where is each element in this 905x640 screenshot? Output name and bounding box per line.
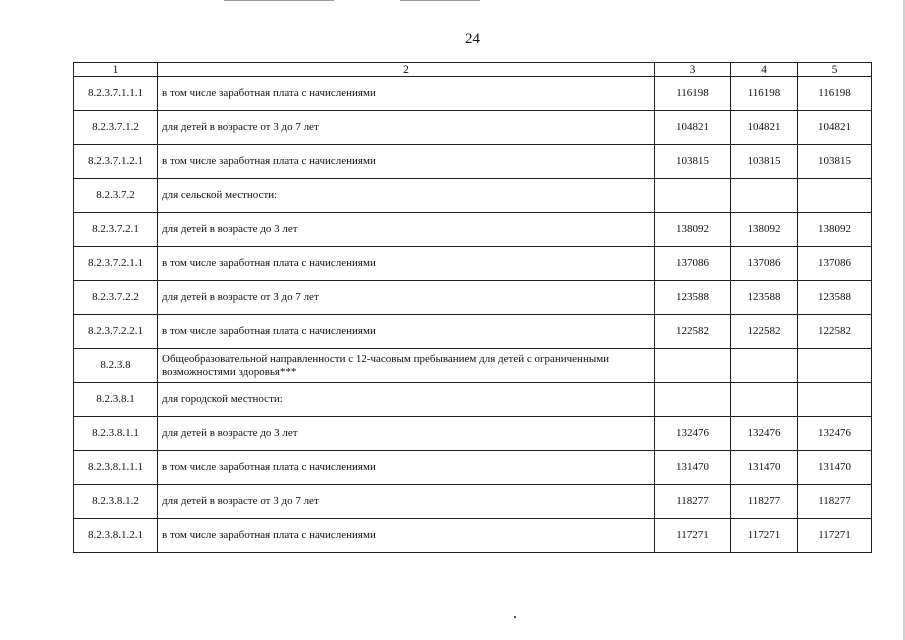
row-name: для детей в возрасте от 3 до 7 лет <box>158 485 655 519</box>
row-value-col5: 117271 <box>798 519 872 553</box>
row-value-col3 <box>655 179 731 213</box>
row-value-col5: 131470 <box>798 451 872 485</box>
scan-edge-line <box>400 0 480 1</box>
scan-speck <box>514 616 516 618</box>
row-code: 8.2.3.7.1.1.1 <box>74 77 158 111</box>
row-code: 8.2.3.7.2.1.1 <box>74 247 158 281</box>
row-value-col5: 137086 <box>798 247 872 281</box>
row-name: для детей в возрасте до 3 лет <box>158 417 655 451</box>
page-number: 24 <box>465 31 480 47</box>
row-value-col4: 138092 <box>731 213 798 247</box>
row-value-col3: 131470 <box>655 451 731 485</box>
row-code: 8.2.3.8 <box>74 349 158 383</box>
table-row <box>74 145 872 179</box>
table-row <box>74 451 872 485</box>
row-code: 8.2.3.7.2 <box>74 179 158 213</box>
table-header-row <box>74 63 872 77</box>
table-row <box>74 417 872 451</box>
row-code: 8.2.3.8.1.2 <box>74 485 158 519</box>
row-name: в том числе заработная плата с начислениями <box>158 451 655 485</box>
budget-table <box>73 62 872 553</box>
table-row <box>74 213 872 247</box>
row-value-col5: 123588 <box>798 281 872 315</box>
row-value-col4: 116198 <box>731 77 798 111</box>
table-row <box>74 281 872 315</box>
row-code: 8.2.3.7.2.1 <box>74 213 158 247</box>
column-header: 4 <box>731 63 798 77</box>
row-code: 8.2.3.7.2.2.1 <box>74 315 158 349</box>
row-value-col5 <box>798 383 872 417</box>
row-name: для детей в возрасте от 3 до 7 лет <box>158 111 655 145</box>
table-row <box>74 349 872 383</box>
column-header: 5 <box>798 63 872 77</box>
row-code: 8.2.3.8.1 <box>74 383 158 417</box>
row-value-col3: 138092 <box>655 213 731 247</box>
row-value-col4: 117271 <box>731 519 798 553</box>
row-code: 8.2.3.7.1.2.1 <box>74 145 158 179</box>
table-row <box>74 77 872 111</box>
row-code: 8.2.3.7.2.2 <box>74 281 158 315</box>
row-value-col5: 138092 <box>798 213 872 247</box>
column-header: 1 <box>74 63 158 77</box>
row-value-col3: 132476 <box>655 417 731 451</box>
row-name: в том числе заработная плата с начислениями <box>158 77 655 111</box>
table-row <box>74 485 872 519</box>
column-header: 3 <box>655 63 731 77</box>
table-row <box>74 111 872 145</box>
row-value-col4: 118277 <box>731 485 798 519</box>
row-value-col3: 137086 <box>655 247 731 281</box>
row-name: в том числе заработная плата с начислениями <box>158 145 655 179</box>
row-name: в том числе заработная плата с начислениями <box>158 519 655 553</box>
row-value-col3: 118277 <box>655 485 731 519</box>
column-header: 2 <box>158 63 655 77</box>
row-value-col3: 116198 <box>655 77 731 111</box>
row-value-col5: 116198 <box>798 77 872 111</box>
row-value-col4 <box>731 179 798 213</box>
row-code: 8.2.3.8.1.1.1 <box>74 451 158 485</box>
row-value-col5: 103815 <box>798 145 872 179</box>
row-code: 8.2.3.8.1.1 <box>74 417 158 451</box>
table-row <box>74 519 872 553</box>
row-name: в том числе заработная плата с начислениями <box>158 247 655 281</box>
table-row <box>74 179 872 213</box>
table-row <box>74 247 872 281</box>
row-name: в том числе заработная плата с начислениями <box>158 315 655 349</box>
row-value-col4 <box>731 383 798 417</box>
row-value-col4: 131470 <box>731 451 798 485</box>
scan-edge-line <box>224 0 334 1</box>
row-value-col3: 103815 <box>655 145 731 179</box>
row-value-col4: 103815 <box>731 145 798 179</box>
row-value-col3: 122582 <box>655 315 731 349</box>
row-name: Общеобразовательной направленности с 12-часовым пребыванием для детей с ограниченными возможностями здоровья*** <box>158 349 655 383</box>
row-name: для городской местности: <box>158 383 655 417</box>
row-value-col4: 137086 <box>731 247 798 281</box>
table-row <box>74 383 872 417</box>
row-value-col4 <box>731 349 798 383</box>
row-value-col5 <box>798 179 872 213</box>
row-value-col5: 104821 <box>798 111 872 145</box>
row-value-col3 <box>655 383 731 417</box>
row-value-col3 <box>655 349 731 383</box>
row-value-col4: 104821 <box>731 111 798 145</box>
row-value-col5: 118277 <box>798 485 872 519</box>
table-body <box>74 63 872 553</box>
row-value-col4: 122582 <box>731 315 798 349</box>
row-value-col5 <box>798 349 872 383</box>
row-code: 8.2.3.8.1.2.1 <box>74 519 158 553</box>
row-value-col4: 123588 <box>731 281 798 315</box>
row-value-col3: 117271 <box>655 519 731 553</box>
row-value-col5: 122582 <box>798 315 872 349</box>
row-name: для сельской местности: <box>158 179 655 213</box>
row-value-col3: 123588 <box>655 281 731 315</box>
table-row <box>74 315 872 349</box>
row-code: 8.2.3.7.1.2 <box>74 111 158 145</box>
row-value-col3: 104821 <box>655 111 731 145</box>
row-name: для детей в возрасте от 3 до 7 лет <box>158 281 655 315</box>
row-name: для детей в возрасте до 3 лет <box>158 213 655 247</box>
row-value-col5: 132476 <box>798 417 872 451</box>
row-value-col4: 132476 <box>731 417 798 451</box>
